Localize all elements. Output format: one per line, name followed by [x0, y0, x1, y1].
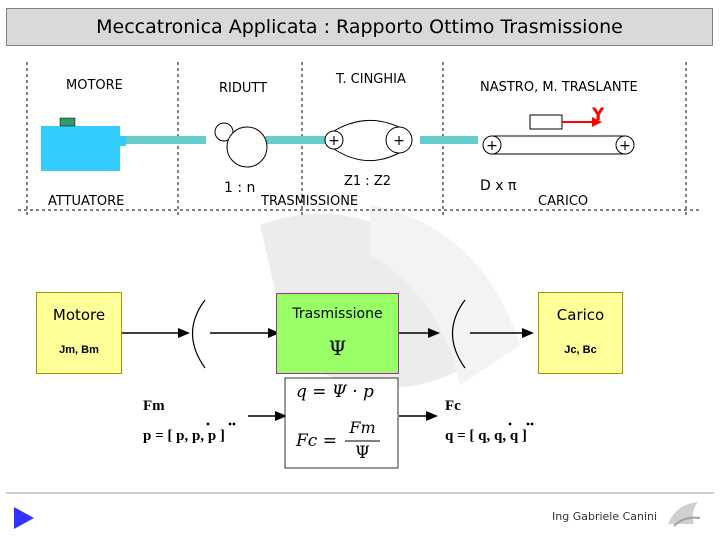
logo-mark-icon — [664, 498, 704, 530]
trasmissione-block — [276, 293, 399, 374]
p-vector: p = [ p, p, p ] — [143, 428, 225, 444]
fm-signal: Fm — [143, 398, 165, 414]
equation-q: q = Ψ · p — [296, 382, 374, 402]
ridutt-label: RIDUTT — [219, 81, 268, 96]
nastro-label: NASTRO, M. TRASLANTE — [480, 80, 638, 95]
equation-fc-lhs: Fc = — [296, 431, 337, 451]
shaft-gear-belt — [265, 136, 325, 144]
fc-signal: Fc — [445, 398, 461, 414]
motore-block — [36, 292, 122, 374]
y-axis-label: Y — [592, 105, 605, 125]
trasmissione-block-title: Trasmissione — [292, 306, 383, 322]
gear-large — [227, 127, 267, 167]
svg-text:+: + — [328, 133, 340, 149]
cinghia-label: T. CINGHIA — [336, 72, 406, 87]
carico-params: Jc, Bc — [564, 344, 597, 356]
author-credit: Ing Gabriele Canini — [552, 510, 658, 523]
carico-block — [538, 292, 623, 374]
motore-label: MOTORE — [66, 78, 123, 93]
d-pi-label: D x π — [480, 178, 517, 194]
equation-fc-numerator: Fm — [349, 418, 376, 437]
shaft-motor-gear — [126, 136, 206, 144]
motor-terminal — [60, 118, 75, 126]
attuatore-label: ATTUATORE — [48, 194, 125, 209]
svg-text:+: + — [619, 138, 631, 154]
q-vector: q = [ q, q, q ] — [445, 428, 527, 444]
trasmissione-caps-label: TRASMISSIONE — [261, 194, 359, 209]
motore-params: Jm, Bm — [59, 344, 99, 356]
carico-block-title: Carico — [556, 306, 605, 324]
svg-text:+: + — [486, 138, 498, 154]
load-block — [530, 115, 562, 129]
slide-title: Meccatronica Applicata : Rapporto Ottimo Trasmissione — [6, 8, 713, 46]
shaft-belt-conveyor — [420, 136, 478, 144]
psi-symbol: Ψ — [328, 336, 347, 360]
z-ratio: Z1 : Z2 — [344, 174, 391, 189]
motore-block-title: Motore — [52, 306, 106, 324]
carico-caps-label: CARICO — [538, 194, 589, 209]
motor-body — [41, 126, 120, 171]
motor-shaft — [120, 136, 126, 146]
play-arrow-icon[interactable] — [12, 505, 36, 531]
svg-text:+: + — [393, 133, 405, 149]
equation-fc-denominator: Ψ — [355, 443, 370, 463]
ratio-1n: 1 : n — [224, 180, 256, 196]
